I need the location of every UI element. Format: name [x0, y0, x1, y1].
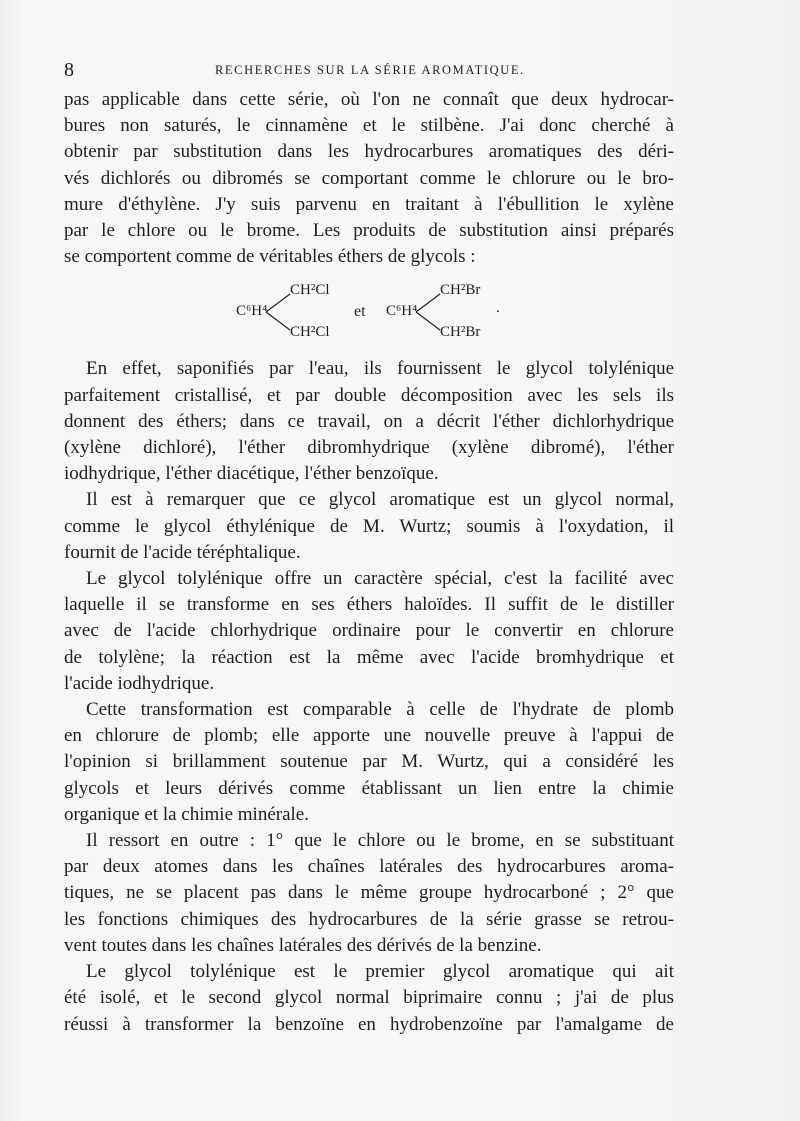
formula-left-bottom: CH²Cl — [290, 324, 330, 341]
text-line: (xylène dichloré), l'éther dibromhydrique (xylène dibromé), l'éther — [64, 437, 674, 459]
text-line: vés dichlorés ou dibromés se comportant comme le chlorure ou le bro- — [64, 167, 674, 189]
paragraph — [64, 828, 674, 959]
formula-right-top: CH²Br — [440, 282, 481, 299]
formula-bonds — [64, 272, 674, 352]
text-line: réussi à transformer la benzoïne en hydrobenzoïne par l'amalgame de — [64, 1013, 674, 1035]
text-line: l'opinion si brillamment soutenue par M. Wurtz, qui a considéré les — [64, 751, 674, 773]
text-line: iodhydrique, l'éther diacétique, l'éther benzoïque. — [64, 463, 439, 485]
formula-right-core: C⁶H⁴ — [386, 303, 418, 320]
text-line: En effet, saponifiés par l'eau, ils fournissent le glycol tolylénique — [86, 358, 674, 380]
text-line: Le glycol tolylénique offre un caractère spécial, c'est la facilité avec — [86, 568, 674, 590]
text-line: de tolylène; la réaction est la même avec l'acide bromhydrique et — [64, 646, 674, 668]
formula-left-core: C⁶H⁴ — [236, 303, 268, 320]
paragraph — [64, 697, 674, 828]
text-line: se comportent comme de véritables éthers de glycols : — [64, 246, 476, 268]
text-line: organique et la chimie minérale. — [64, 803, 309, 825]
text-line: par le chlore ou le brome. Les produits de substitution ainsi préparés — [64, 220, 674, 242]
paragraph — [64, 566, 674, 697]
formula-end-mark: . — [496, 300, 500, 317]
paragraph — [64, 487, 674, 566]
bond-line — [416, 294, 440, 312]
text-line: l'acide iodhydrique. — [64, 672, 215, 694]
running-head: RECHERCHES SUR LA SÉRIE AROMATIQUE. — [215, 63, 525, 77]
text-line: pas applicable dans cette série, où l'on ne connaît que deux hydrocar- — [64, 89, 674, 110]
paragraph — [64, 356, 674, 487]
text-line: tiques, ne se placent pas dans le même groupe hydrocarboné ; 2° que — [64, 882, 674, 904]
text-line: fournit de l'acide téréphtalique. — [64, 541, 301, 563]
text-line: en chlorure de plomb; elle apporte une nouvelle preuve à l'appui de — [64, 725, 674, 747]
text-line: comme le glycol éthylénique de M. Wurtz; soumis à l'oxydation, il — [64, 515, 674, 537]
chemical-formula — [64, 272, 674, 352]
text-line: Le glycol tolylénique est le premier glycol aromatique qui ait — [86, 961, 674, 983]
text-line: parfaitement cristallisé, et par double décomposition avec les sels ils — [64, 384, 674, 406]
page-number: 8 — [64, 59, 74, 81]
text-line: avec de l'acide chlorhydrique ordinaire pour le convertir en chlorure — [64, 620, 674, 642]
bond-line — [266, 312, 290, 330]
text-line: obtenir par substitution dans les hydrocarbures aromatiques des déri- — [64, 141, 674, 163]
text-line: mure d'éthylène. J'y suis parvenu en traitant à l'ébullition le xylène — [64, 193, 674, 215]
text-line: Il est à remarquer que ce glycol aromatique est un glycol normal, — [86, 489, 674, 511]
paragraph — [64, 959, 674, 1038]
text-line: donnent des éthers; dans ce travail, on a décrit l'éther dichlorhydrique — [64, 410, 674, 432]
text-line: vent toutes dans les chaînes latérales des dérivés de la benzine. — [64, 934, 542, 956]
formula-left-top: CH²Cl — [290, 282, 330, 299]
text-line: les fonctions chimiques des hydrocarbures de la série grasse se retrou- — [64, 908, 674, 930]
text-line: été isolé, et le second glycol normal biprimaire connu ; j'ai de plus — [64, 987, 674, 1009]
text-line: Cette transformation est comparable à celle de l'hydrate de plomb — [86, 699, 674, 721]
text-line: bures non saturés, le cinnamène et le stilbène. J'ai donc cherché à — [64, 115, 674, 137]
text-line: laquelle il se transforme en ses éthers haloïdes. Il suffit de le distiller — [64, 594, 674, 616]
text-line: par deux atomes dans les chaînes latérales des hydrocarbures aroma- — [64, 856, 674, 878]
paragraph — [64, 87, 674, 270]
body-text — [64, 87, 674, 1038]
text-line: Il ressort en outre : 1° que le chlore ou le brome, en se substituant — [86, 830, 674, 852]
bond-line — [416, 312, 440, 330]
formula-conjunction: et — [354, 303, 366, 321]
formula-right-bottom: CH²Br — [440, 324, 481, 341]
bond-line — [266, 294, 290, 312]
text-line: glycols et leurs dérivés comme établissant un lien entre la chimie — [64, 777, 674, 799]
